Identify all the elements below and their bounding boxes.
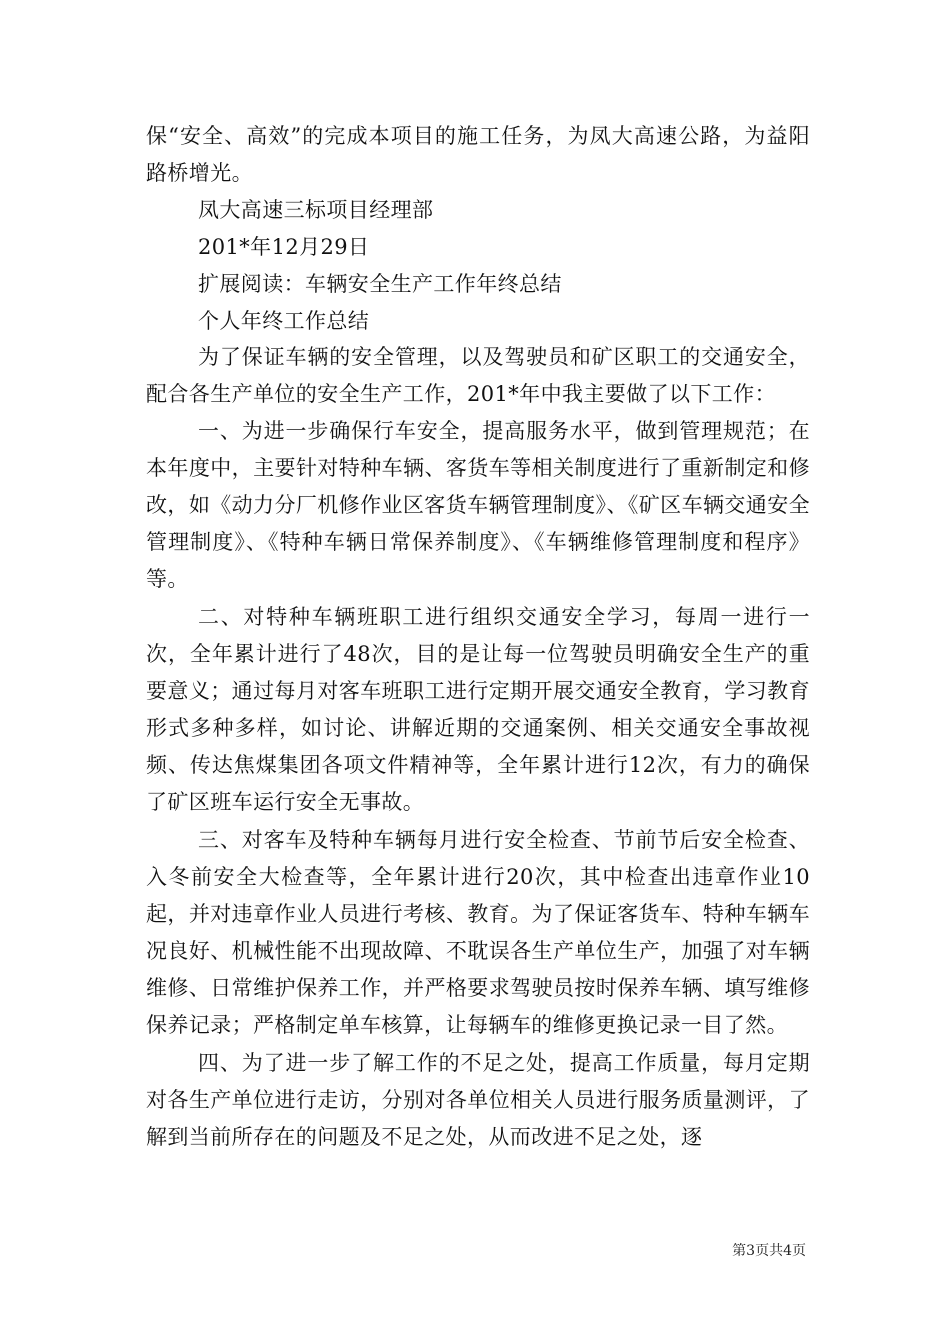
paragraph-item-4: 四、为了进一步了解工作的不足之处，提高工作质量，每月定期对各生产单位进行走访，分别对各单位相关人员进行服务质量测评，了解到当前所存在的问题及不足之处，从而改进不足之处，逐 — [146, 1051, 810, 1149]
paragraph-section-title: 个人年终工作总结 — [198, 308, 370, 333]
paragraph-item-1: 一、为进一步确保行车安全，提高服务水平，做到管理规范；在本年度中，主要针对特种车辆、客货车等相关制度进行了重新制定和修改，如《动力分厂机修作业区客货车辆管理制度》、《矿区车辆交通安全管理制度》、《特种车辆日常保养制度》、《车辆维修管理制度和程序》等。 — [146, 419, 810, 591]
paragraph-item-2: 二、对特种车辆班职工进行组织交通安全学习，每周一进行一次，全年累计进行了48次，目的是让每一位驾驶员明确安全生产的重要意义；通过每月对客车班职工进行定期开展交通安全教育，学习教育形式多种多样，如讨论、讲解近期的交通案例、相关交通安全事故视频、传达焦煤集团各项文件精神等，全年累计进行12次，有力的确保了矿区班车运行安全无事故。 — [146, 605, 810, 814]
document-body — [146, 118, 810, 1156]
paragraph-extended-reading: 扩展阅读：车辆安全生产工作年终总结 — [198, 271, 562, 296]
paragraph-signature-org: 凤大高速三标项目经理部 — [198, 197, 434, 222]
paragraph-intro: 为了保证车辆的安全管理，以及驾驶员和矿区职工的交通安全，配合各生产单位的安全生产工作，201*年中我主要做了以下工作： — [146, 345, 810, 407]
paragraph-item-3: 三、对客车及特种车辆每月进行安全检查、节前节后安全检查、入冬前安全大检查等，全年累计进行20次，其中检查出违章作业10起，并对违章作业人员进行考核、教育。为了保证客货车、特种车辆车况良好、机械性能不出现故障、不耽误各生产单位生产，加强了对车辆维修、日常维护保养工作，并严格要求驾驶员按时保养车辆、填写维修保养记录；严格制定单车核算，让每辆车的维修更换记录一目了然。 — [146, 828, 810, 1037]
page-number-footer: 第3页共4页 — [732, 1243, 806, 1259]
paragraph-closing-sentence: 保“安全、高效”的完成本项目的施工任务，为凤大高速公路，为益阳路桥增光。 — [146, 124, 810, 185]
paragraph-signature-date: 201*年12月29日 — [198, 234, 370, 259]
